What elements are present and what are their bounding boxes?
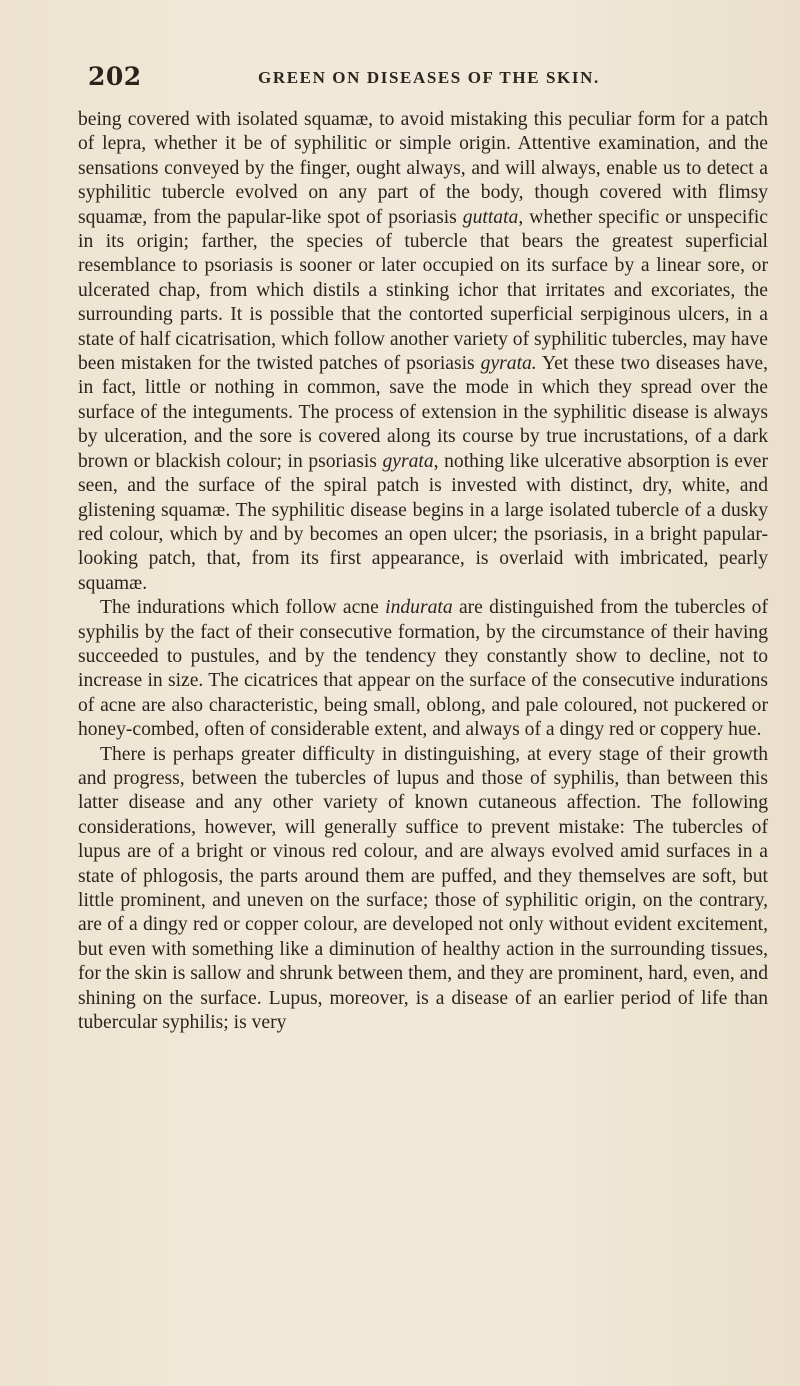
text-run: being covered with isolated squamæ, to avoid mistaking this peculiar form for a patch of lepra, whether it be of syphilitic or simple origin. Attentive examination, and the sensations conveyed by the finger, ought always, and will always, enable us to detect a syphilitic tubercle evolved on any part of the body, though covered with flimsy squamæ, from the papular-like spot of psoriasis xyxy=(78,109,768,228)
text-run: There is perhaps greater difficulty in distinguishing, at every stage of their growth and progress, between the tubercles of lupus and those of syphilis, than between this latter disease and any other variety of known cutaneous affection. The following considerations, however, will generally suffice to prevent mistake: The tubercles of lupus are of a bright or vinous red colour, and are always evolved amid surfaces in a state of phlogosis, the parts around them are puffed, and they themselves are soft, but little prominent, and uneven on the surface; those of syphilitic origin, on the contrary, are of a dingy red or copper colour, are developed not only without evident excitement, but even with something like a diminution of healthy action in the surrounding tissues, for the skin is sallow and shrunk between them, and they are prominent, hard, even, and shining on the surface. Lupus, moreover, is a disease of an earlier period of life than tubercular syphilis; is very xyxy=(78,743,768,1034)
text-run: , whether specific or unspecific in its origin; farther, the species of tubercle that bears the greatest superficial resemblance to psoriasis is sooner or later occupied on its surface by a linear sore, or ulcerated chap, from which distils a stinking ichor that irritates and excoriates, the surrounding parts. It is possible that the contorted superficial serpiginous ulcers, in a state of half cicatrisation, which follow another variety of syphilitic tubercles, may have been mistaken for the twisted patches of psoriasis xyxy=(78,206,768,375)
italic-term: guttata xyxy=(462,206,519,228)
running-title: GREEN ON DISEASES OF THE SKIN. xyxy=(258,68,600,87)
text-run: The indurations which follow acne xyxy=(100,597,386,619)
italic-term: indurata xyxy=(385,597,453,619)
paragraph-acne-indurata xyxy=(78,596,768,742)
text-run: , nothing like ulcerative absorption is ever seen, and the surface of the spiral patch is invested with distinct, dry, white, and glistening squamæ. The syphilitic disease begins in a large isolated tubercle of a dusky red colour, which by and by becomes an open ulcer; the psoriasis, in a bright papular-looking patch, that, from its first appearance, is overlaid with imbricated, pearly squamæ. xyxy=(78,450,768,594)
italic-term: gyrata xyxy=(382,450,434,472)
paragraph-lupus-vs-syphilis xyxy=(78,743,768,1036)
text-run: Yet these two diseases have, in fact, little or nothing in common, save the mode in which they spread over the surface of the integuments. The process of extension in the syphilitic disease is always by ulceration, and the sore is covered along its course by true incrustations, of a dark brown or blackish colour; in psoriasis xyxy=(78,353,768,472)
body-text xyxy=(78,108,768,1035)
page-number: 202 xyxy=(88,62,142,91)
text-run: are distinguished from the tubercles of syphilis by the fact of their consecutive formation, by the circumstance of their having succeeded to pustules, and by the tendency they constantly show to decline, not to increase in size. The cicatrices that appear on the surface of the consecutive indurations of acne are also characteristic, being small, oblong, and pale coloured, not puckered or honey-combed, often of considerable extent, and always of a dingy red or coppery hue. xyxy=(78,597,768,741)
page-header xyxy=(88,62,718,98)
paragraph-psoriasis-vs-syphilis xyxy=(78,108,768,596)
italic-term: gyrata. xyxy=(480,353,537,375)
